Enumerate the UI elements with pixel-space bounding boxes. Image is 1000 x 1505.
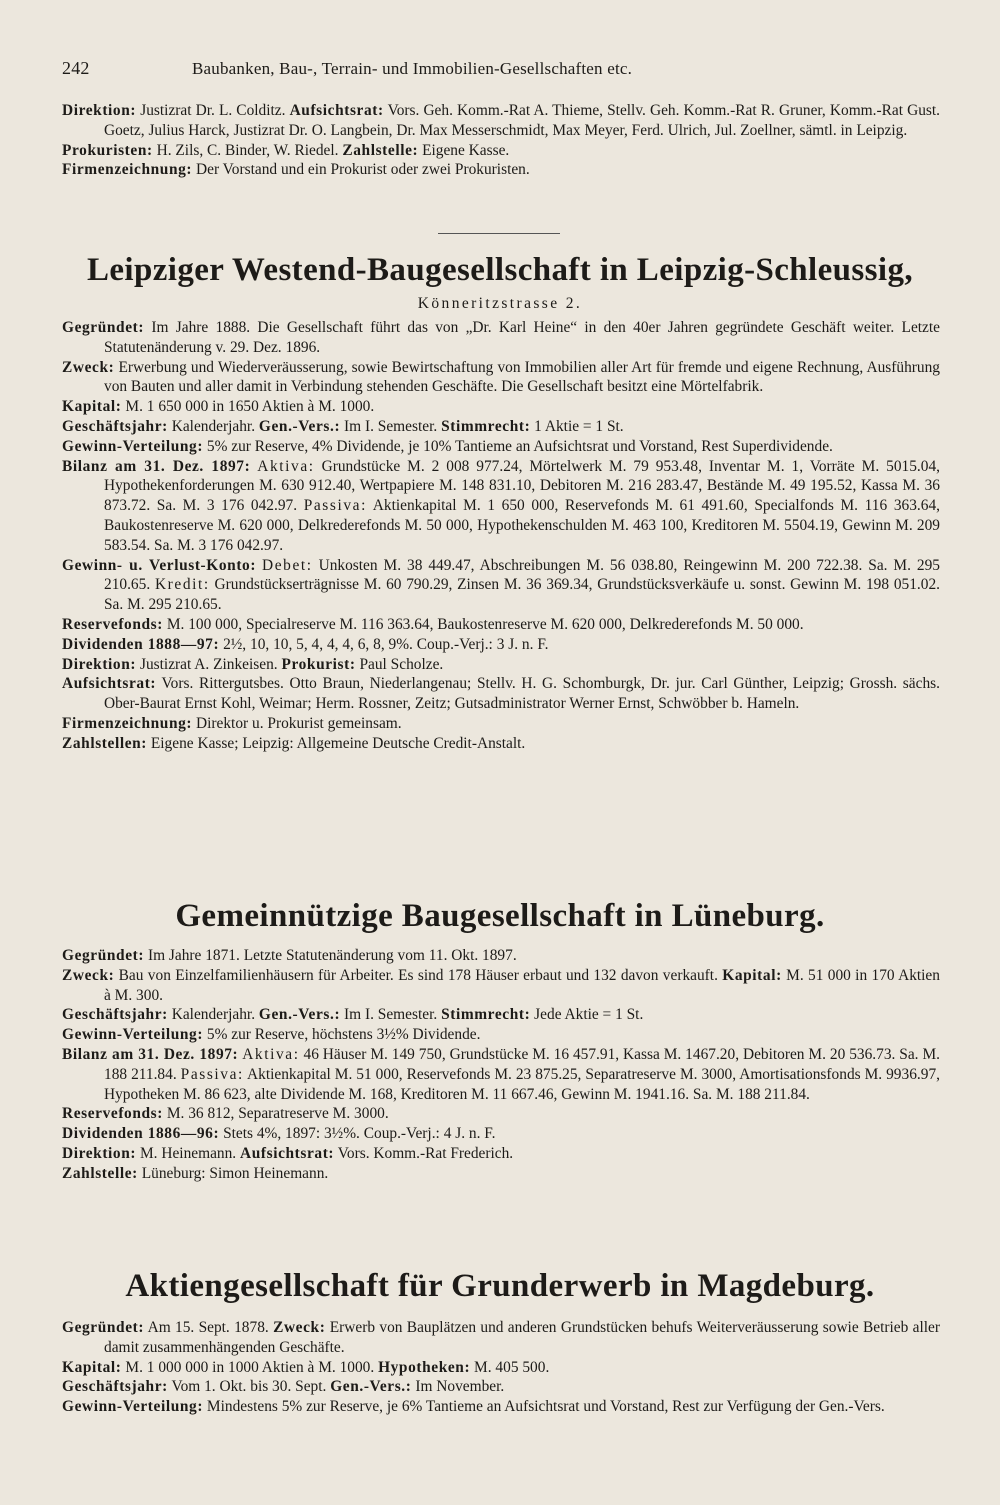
company3-geschaeftsjahr: Geschäftsjahr: Vom 1. Okt. bis 30. Sept. Gen.-Vers.: Im November. <box>62 1378 505 1396</box>
company1-title: Leipziger Westend-Baugesellschaft in Leipzig-Schleussig, <box>86 252 914 288</box>
prev-prokuristen: Prokuristen: H. Zils, C. Binder, W. Riedel. Zahlstelle: Eigene Kasse. <box>62 141 510 159</box>
company1-gegruendet: Gegründet: Im Jahre 1888. Die Gesellschaft führt das von „Dr. Karl Heine“ in den 40er Jahren gegründete Geschäft weiter. Letzte Statutenänderung v. 29. Dez. 1896. <box>62 319 940 356</box>
company2-gegruendet: Gegründet: Im Jahre 1871. Letzte Statutenänderung vom 11. Okt. 1897. <box>62 947 517 964</box>
company2-zahlstelle: Zahlstelle: Lüneburg: Simon Heinemann. <box>62 1164 329 1182</box>
company2-reservefonds: Reservefonds: M. 36 812, Separatreserve M. 3000. <box>62 1105 389 1123</box>
company1-bilanz: Bilanz am 31. Dez. 1897: Aktiva: Grundstücke M. 2 008 977.24, Mörtelwerk M. 79 953.48, Inventar M. 1, Vorräte M. 5015.04, Hypothekenforderungen M. 630 912.40, Wertpapiere M. 148 831.10, Debitoren M. 216 283.47, Bestände M. 49 195.52, Kassa M. 36 873.72. Sa. M. 3 176 042.97. Passiva: Aktienkapital M. 1 650 000, Reservefonds M. 61 491.60, Specialfonds M. 116 363.64, Baukostenreserve M. 620 000, Delkrederefonds M. 50 000, Hypothekenschulden M. 463 100, Kreditoren M. 5504.19, Gewinn M. 209 583.54. Sa. M. 3 176 042.97. <box>62 457 940 554</box>
company1-body <box>62 318 940 754</box>
company2-gewinn-verteilung: Gewinn-Verteilung: 5% zur Reserve, höchstens 3½% Dividende. <box>62 1026 481 1044</box>
company2-zweck: Zweck: Bau von Einzelfamilienhäusern für Arbeiter. Es sind 178 Häuser erbaut und 132 davon verkauft. Kapital: M. 51 000 in 170 Aktien à M. 300. <box>62 966 940 1004</box>
company2-dividenden: Dividenden 1886—96: Stets 4%, 1897: 3½%. Coup.-Verj.: 4 J. n. F. <box>62 1125 496 1143</box>
company1-firmenzeichnung: Firmenzeichnung: Direktor u. Prokurist gemeinsam. <box>62 714 402 732</box>
company1-aufsichtsrat: Aufsichtsrat: Vors. Rittergutsbes. Otto Braun, Niederlangenau; Stellv. H. G. Schomburgk, Dr. jur. Carl Günther, Leipzig; Grossh. sächs. Ober-Baurat Ernst Kohl, Weimar; Herm. Rossner, Zeitz; Gutsadministrator Werner Ernst, Schwöbber b. Hameln. <box>62 675 940 713</box>
prev-direktion-aufsichtsrat: Direktion: Justizrat Dr. L. Colditz. Aufsichtsrat: Vors. Geh. Komm.-Rat A. Thieme, Stellv. Geh. Komm.-Rat R. Gruner, Komm.-Rat Gust. Goetz, Julius Harck, Justizrat Dr. O. Langbein, Dr. Max Messerschmidt, Max Meyer, Ferd. Ulrich, Jul. Zoellner, sämtl. in Leipzig. <box>62 102 940 139</box>
company3-body <box>62 1318 940 1417</box>
company1-kapital: Kapital: M. 1 650 000 in 1650 Aktien à M. 1000. <box>62 398 375 416</box>
running-title: Baubanken, Bau-, Terrain- und Immobilien-Gesellschaften etc. <box>192 59 633 78</box>
company2-direktion: Direktion: M. Heinemann. Aufsichtsrat: Vors. Komm.-Rat Frederich. <box>62 1144 514 1162</box>
company1-reservefonds: Reservefonds: M. 100 000, Specialreserve M. 116 363.64, Baukostenreserve M. 620 000, Delkrederefonds M. 50 000. <box>62 615 804 633</box>
company1-dividenden: Dividenden 1888—97: 2½, 10, 10, 5, 4, 4, 4, 6, 8, 9%. Coup.-Verj.: 3 J. n. F. <box>62 635 549 653</box>
company2-bilanz: Bilanz am 31. Dez. 1897: Aktiva: 46 Häuser M. 149 750, Grundstücke M. 16 457.91, Kassa M. 1467.20, Debitoren M. 20 536.73. Sa. M. 188 211.84. Passiva: Aktienkapital M. 51 000, Reservefonds M. 23 875.25, Separatreserve M. 3000, Amortisationsfonds M. 9936.97, Hypotheken M. 86 623, alte Dividende M. 168, Kreditoren M. 11 667.46, Gewinn M. 1941.16. Sa. M. 188 211.84. <box>62 1045 940 1103</box>
company1-zahlstellen: Zahlstellen: Eigene Kasse; Leipzig: Allgemeine Deutsche Credit-Anstalt. <box>62 734 526 752</box>
company3-kapital: Kapital: M. 1 000 000 in 1000 Aktien à M. 1000. Hypotheken: M. 405 500. <box>62 1358 550 1376</box>
company3-title: Aktiengesellschaft für Grunderwerb in Magdeburg. <box>125 1268 875 1304</box>
company2-geschaeftsjahr: Geschäftsjahr: Kalenderjahr. Gen.-Vers.: Im I. Semester. Stimmrecht: Jede Aktie = 1 St. <box>62 1006 644 1024</box>
company1-address: Könneritzstrasse 2. <box>417 295 583 312</box>
company1-direktion: Direktion: Justizrat A. Zinkeisen. Prokurist: Paul Scholze. <box>62 655 444 673</box>
company3-gewinn-verteilung: Gewinn-Verteilung: Mindestens 5% zur Reserve, je 6% Tantieme an Aufsichtsrat und Vorstand, Rest zur Verfügung der Gen.-Vers. <box>62 1398 885 1416</box>
company1-geschaeftsjahr: Geschäftsjahr: Kalenderjahr. Gen.-Vers.: Im I. Semester. Stimmrecht: 1 Aktie = 1 St. <box>62 417 624 435</box>
prev-firmenzeichnung: Firmenzeichnung: Der Vorstand und ein Prokurist oder zwei Prokuristen. <box>62 161 530 179</box>
section-divider <box>438 233 560 234</box>
page-number: 242 <box>62 58 90 78</box>
company1-zweck: Zweck: Erwerbung und Wiederveräusserung, sowie Bewirtschaftung von Immobilien aller Art für fremde und eigene Rechnung, Ausführung von Bauten und aller damit in Verbindung stehenden Geschäfte. Die Gesellschaft besitzt eine Mörtelfabrik. <box>62 358 940 396</box>
company2-title: Gemeinnützige Baugesellschaft in Lüneburg. <box>175 898 825 934</box>
company1-guv: Gewinn- u. Verlust-Konto: Debet: Unkosten M. 38 449.47, Abschreibungen M. 56 038.80, Reingewinn M. 200 722.38. Sa. M. 295 210.65. Kredit: Grundstückserträgnisse M. 60 790.29, Zinsen M. 36 369.34, Grundstücksverkäufe u. sonst. Gewinn M. 198 051.02. Sa. M. 295 210.65. <box>62 556 940 614</box>
company1-gewinn-verteilung: Gewinn-Verteilung: 5% zur Reserve, 4% Dividende, je 10% Tantieme an Aufsichtsrat und Vorstand, Rest Superdividende. <box>62 437 833 455</box>
company3-gegruendet: Gegründet: Am 15. Sept. 1878. Zweck: Erwerb von Bauplätzen und anderen Grundstücken behufs Weiterveräusserung sowie Betrieb aller damit zusammenhängenden Geschäfte. <box>62 1319 940 1356</box>
previous-entry <box>62 101 940 180</box>
company2-body <box>62 946 940 1184</box>
running-header <box>62 58 942 79</box>
